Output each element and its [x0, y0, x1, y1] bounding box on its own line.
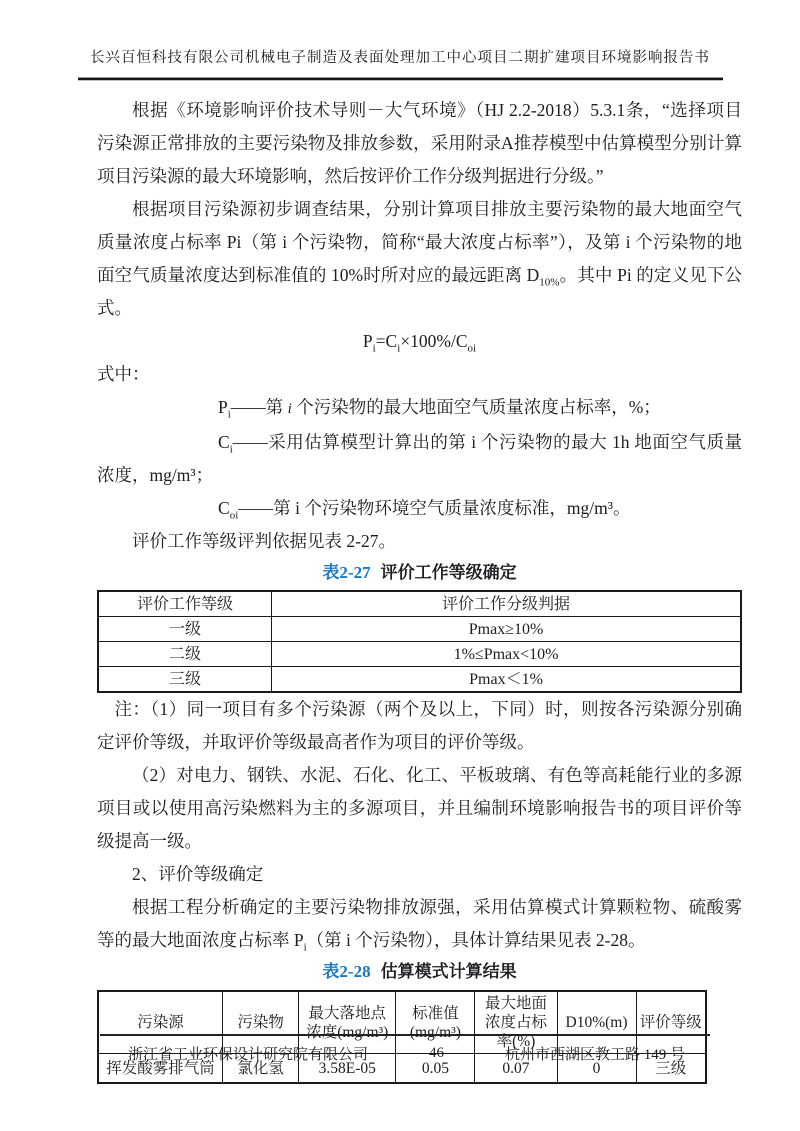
def-coi-sub: oi — [229, 509, 239, 522]
table28-cell-standard: 0.05 — [396, 1054, 475, 1084]
table27-caption-label: 表2-27 — [322, 563, 371, 582]
def-pi-sub: i — [227, 408, 231, 421]
table28-caption — [97, 957, 742, 987]
def-pi-symbol: P — [218, 397, 228, 417]
footer-row — [100, 1036, 710, 1064]
def-ci-text: ——采用估算模型计算出的第 i 个污染物的最大 1h 地面空气质量浓度，mg/m³； — [97, 432, 742, 485]
paragraph-survey — [97, 193, 742, 325]
table-row — [98, 667, 741, 693]
table-row — [98, 642, 741, 667]
table27-cell-criteria-3: Pmax＜1% — [272, 667, 741, 693]
definition-coi — [97, 492, 742, 525]
formula-eq: =C — [375, 331, 398, 351]
table27-header-level: 评价工作等级 — [98, 591, 272, 617]
table28-header-grade: 评价等级 — [636, 991, 706, 1054]
table27-cell-criteria-1: Pmax≥10% — [272, 617, 741, 642]
table27-header-criteria: 评价工作分级判据 — [272, 591, 741, 617]
table-row — [98, 617, 741, 642]
header-title: 长兴百恒科技有限公司机械电子制造及表面处理加工中心项目二期扩建项目环境影响报告书 — [90, 50, 710, 66]
formula-p-sub: i — [372, 342, 376, 355]
table28-cell-max-concentration: 3.58E-05 — [299, 1054, 396, 1084]
table28-header-standard: 标准值(mg/m³) — [396, 991, 475, 1054]
definition-ci — [97, 426, 742, 492]
table28-caption-label: 表2-28 — [322, 962, 371, 981]
d10-subscript: 10% — [539, 276, 560, 289]
paragraph-see-table27: 评价工作等级评判依据见表 2-27。 — [132, 531, 396, 551]
def-pi-dash: ——第 — [230, 397, 288, 417]
paragraph-guideline: 根据《环境影响评价技术导则－大气环境》（HJ 2.2-2018）5.3.1条，“选择项目污染源正常排放的主要污染物及排放参数，采用附录A推荐模型中估算模型分别计算项目污染源的最大环境影响，然后按评价工作分级判据进行分级。” — [97, 100, 742, 186]
paragraph-estimation-text-b: （第 i 个污染物），具体计算结果见表 2-28。 — [306, 930, 646, 950]
table28-header-d10: D10%(m) — [557, 991, 636, 1054]
table27-header-row — [98, 591, 741, 617]
header-rule — [78, 77, 723, 81]
paragraph-survey-text-a: 根据项目污染源初步调查结果，分别计算项目排放主要污染物的最大地面空气质量浓度占标率 Pi（第 i 个污染物，简称“最大浓度占标率”），及第 i 个污染物的地面空气质量浓度达到标准值的 10%时所对应的最远距离 D — [97, 199, 742, 285]
table27-note-2: （2）对电力、钢铁、水泥、石化、化工、平板玻璃、有色等高耗能行业的多源项目或以使用高污染燃料为主的多源项目，并且编制环境影响报告书的项目评价等级提高一级。 — [97, 765, 742, 851]
table28-header-pollutant: 污染物 — [223, 991, 299, 1054]
formula-mul: ×100%/C — [400, 331, 468, 351]
table28-cell-grade: 三级 — [636, 1054, 706, 1084]
section-heading-grade: 2、评价等级确定 — [132, 864, 264, 884]
formula-p: P — [362, 331, 373, 351]
def-pi-text: 个污染物的最大地面空气质量浓度占标率，%； — [291, 397, 661, 417]
def-coi-text: ——第 i 个污染物环境空气质量浓度标准，mg/m³。 — [238, 498, 631, 518]
table28-header-ratio: 最大地面浓度占标率(%) — [475, 991, 557, 1054]
table27-cell-level-2: 二级 — [98, 642, 272, 667]
paragraph-estimation-text-a: 根据工程分析确定的主要污染物排放源强，采用估算模式计算颗粒物、硫酸雾等的最大地面浓度占标率 P — [97, 897, 742, 950]
table-grading-criteria — [97, 590, 742, 693]
table28-cell-d10: 0 — [557, 1054, 636, 1084]
paragraph-survey-text-b: 。其中 Pi 的定义见下公式。 — [97, 265, 742, 318]
paragraph-estimation-sub: i — [303, 941, 307, 954]
document-footer — [100, 1034, 710, 1064]
footer-page-number: 46 — [429, 1045, 444, 1061]
formula-c-sub: i — [397, 342, 401, 355]
table27-cell-criteria-2: 1%≤Pmax<10% — [272, 642, 741, 667]
table28-cell-pollutant: 氯化氢 — [223, 1054, 299, 1084]
table28-header-source: 污染源 — [98, 991, 223, 1054]
definition-pi — [97, 391, 742, 426]
paragraph-estimation — [97, 891, 742, 957]
table28-cell-ratio: 0.07 — [475, 1054, 557, 1084]
def-ci-sub: i — [229, 443, 233, 456]
table28-caption-title: 估算模式计算结果 — [380, 962, 517, 981]
table27-cell-level-1: 一级 — [98, 617, 272, 642]
document-header — [0, 0, 800, 81]
table28-header-max-concentration: 最大落地点浓度(mg/m³) — [299, 991, 396, 1054]
document-body — [97, 94, 742, 1084]
formula-pi — [97, 325, 742, 358]
table27-cell-level-3: 三级 — [98, 667, 272, 693]
footer-address: 杭州市西湖区教工路 149 号 — [504, 1047, 685, 1063]
def-ci-symbol: C — [218, 432, 230, 452]
formula-co-sub: oi — [467, 342, 477, 355]
formula-where-label: 式中： — [97, 364, 150, 384]
def-coi-symbol: C — [218, 498, 230, 518]
table27-caption — [97, 558, 742, 588]
table27-note-1: 注：（1）同一项目有多个污染源（两个及以上，下同）时，则按各污染源分别确定评价等级，并取评价等级最高者作为项目的评价等级。 — [97, 699, 742, 752]
footer-company: 浙江省工业环保设计研究院有限公司 — [128, 1047, 369, 1063]
def-pi-ivar: i — [287, 401, 292, 417]
table28-cell-source: 挥发酸雾排气筒 — [98, 1054, 223, 1084]
table27-caption-title: 评价工作等级确定 — [380, 563, 517, 582]
